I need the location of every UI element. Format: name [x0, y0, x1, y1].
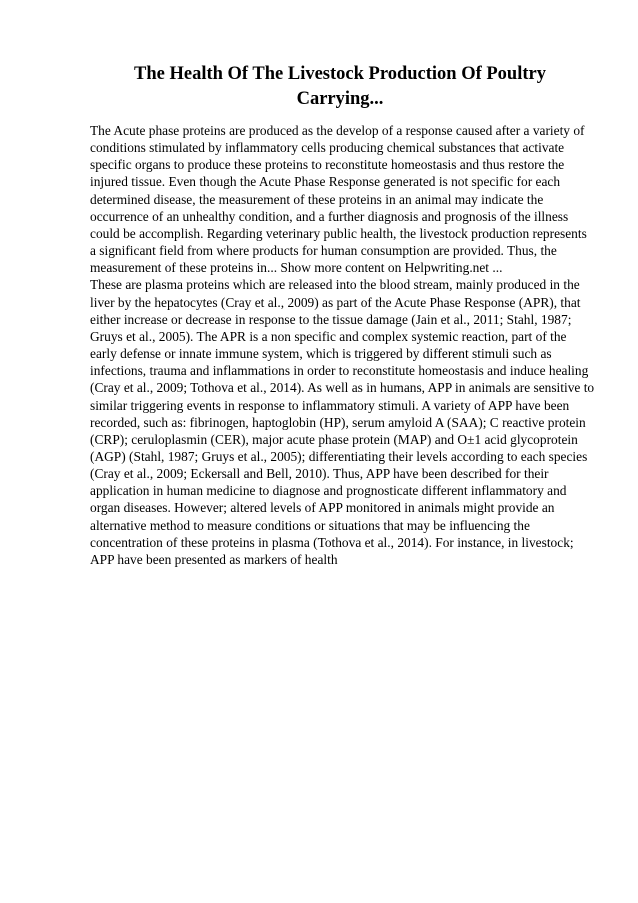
paragraph-detail: These are plasma proteins which are released into the blood stream, mainly produced in the liver by the hepatocytes (Cray et al., 2009) as part of the Acute Phase Response (APR), that either increase or decrease in response to the tissue damage (Jain et al., 2011; Stahl, 1987; Gruys et al., 2005). The APR is a non specific and complex systemic reaction, part of the early defense or innate immune system, which is triggered by different stimuli such as infections, trauma and inflammations in order to reconstitute homeostasis and induce healing (Cray et al., 2009; Tothova et al., 2014). As well as in humans, APP in animals are sensitive to similar triggering events in response to inflammatory stimuli. A variety of APP have been recorded, such as: fibrinogen, haptoglobin (HP), serum amyloid A (SAA); C reactive protein (CRP); ceruloplasmin (CER), major acute phase protein (MAP) and O±1 acid glycoprotein (AGP) (Stahl, 1987; Gruys et al., 2005); differentiating their levels according to each species (Cray et al., 2009; Eckersall and Bell, 2010). Thus, APP have been described for their application in human medicine to diagnose and prognosticate different inflammatory and organ diseases. However; altered levels of APP monitored in animals might provide an alternative method to measure conditions or situations that may be influencing the concentration of these proteins in plasma (Tothova et al., 2014). For instance, in livestock; APP have been presented as markers of health — [90, 277, 595, 567]
document-title: The Health Of The Livestock Production Of Poultry Carrying... — [134, 64, 546, 109]
document-body — [90, 122, 595, 568]
paragraph-intro: The Acute phase proteins are produced as the develop of a response caused after a variety of conditions stimulated by inflammatory cells producing chemical substances that activate specific organs to produce these proteins to reconstitute homeostasis and thus restore the injured tissue. Even though the Acute Phase Response generated is not specific for each determined disease, the measurement of these proteins in an animal may indicate the occurrence of an unhealthy condition, and a further diagnosis and prognosis of the illness could be accomplish. Regarding veterinary public health, the livestock production represents a significant field from where products for human consumption are provided. Thus, the measurement of these proteins in... Show more content on Helpwriting.net ... — [90, 123, 587, 276]
